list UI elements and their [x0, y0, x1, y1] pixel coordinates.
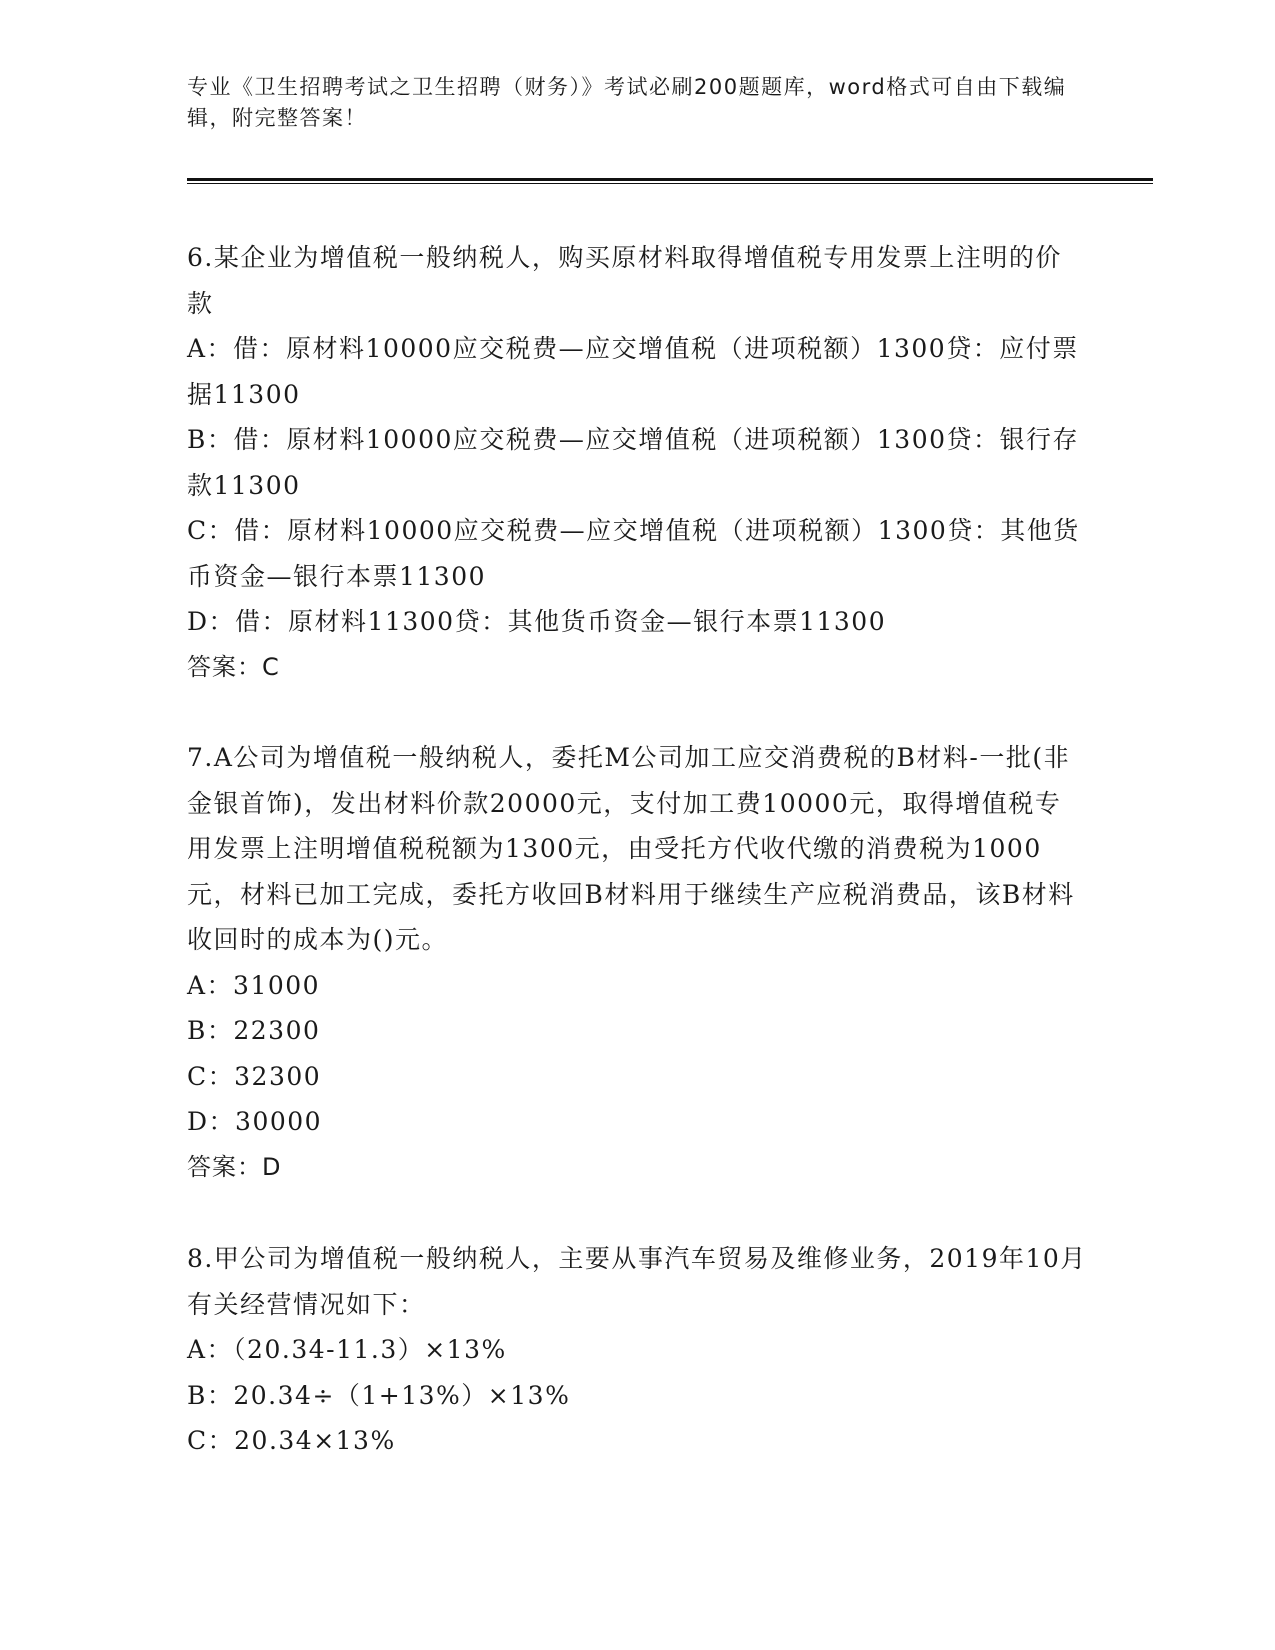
option-a: A：（20.34-11.3）×13% — [187, 1335, 507, 1364]
option-c: C：借：原材料10000应交税费—应交增值税（进项税额）1300贷：其他货币资金—银行本票11300 — [187, 516, 1080, 591]
answer-line: 答案：C — [187, 652, 280, 681]
question-6 — [187, 235, 1087, 690]
option-c: C：20.34×13% — [187, 1426, 396, 1455]
option-d: D：30000 — [187, 1107, 323, 1136]
question-stem: 7.A公司为增值税一般纳税人，委托M公司加工应交消费税的B材料-一批(非金银首饰)，发出材料价款20000元，支付加工费10000元，取得增值税专用发票上注明增值税税额为1300元，由受托方代收代缴的消费税为1000元，材料已加工完成，委托方收回B材料用于继续生产应税消费品，该B材料收回时的成本为()元。 — [187, 743, 1075, 954]
header-divider-thin — [187, 183, 1153, 184]
question-7 — [187, 735, 1087, 1190]
option-a: A：借：原材料10000应交税费—应交增值税（进项税额）1300贷：应付票据11300 — [187, 334, 1079, 409]
option-c: C：32300 — [187, 1061, 322, 1091]
option-d: D：借：原材料11300贷：其他货币资金—银行本票11300 — [187, 607, 887, 636]
question-stem: 6.某企业为增值税一般纳税人，购买原材料取得增值税专用发票上注明的价款 — [187, 243, 1062, 318]
answer-line: 答案：D — [187, 1152, 282, 1181]
header-divider-thick — [187, 178, 1153, 181]
document-header: 专业《卫生招聘考试之卫生招聘（财务）》考试必刷200题题库，word格式可自由下载编辑，附完整答案！ — [187, 75, 1067, 130]
option-b: B：借：原材料10000应交税费—应交增值税（进项税额）1300贷：银行存款11300 — [187, 425, 1080, 500]
question-8 — [187, 1236, 1087, 1464]
option-b: B：22300 — [187, 1016, 321, 1045]
option-b: B：20.34÷（1+13%）×13% — [187, 1380, 571, 1410]
question-stem: 8.甲公司为增值税一般纳税人，主要从事汽车贸易及维修业务，2019年10月有关经营情况如下： — [187, 1244, 1087, 1319]
option-a: A：31000 — [187, 970, 321, 1000]
